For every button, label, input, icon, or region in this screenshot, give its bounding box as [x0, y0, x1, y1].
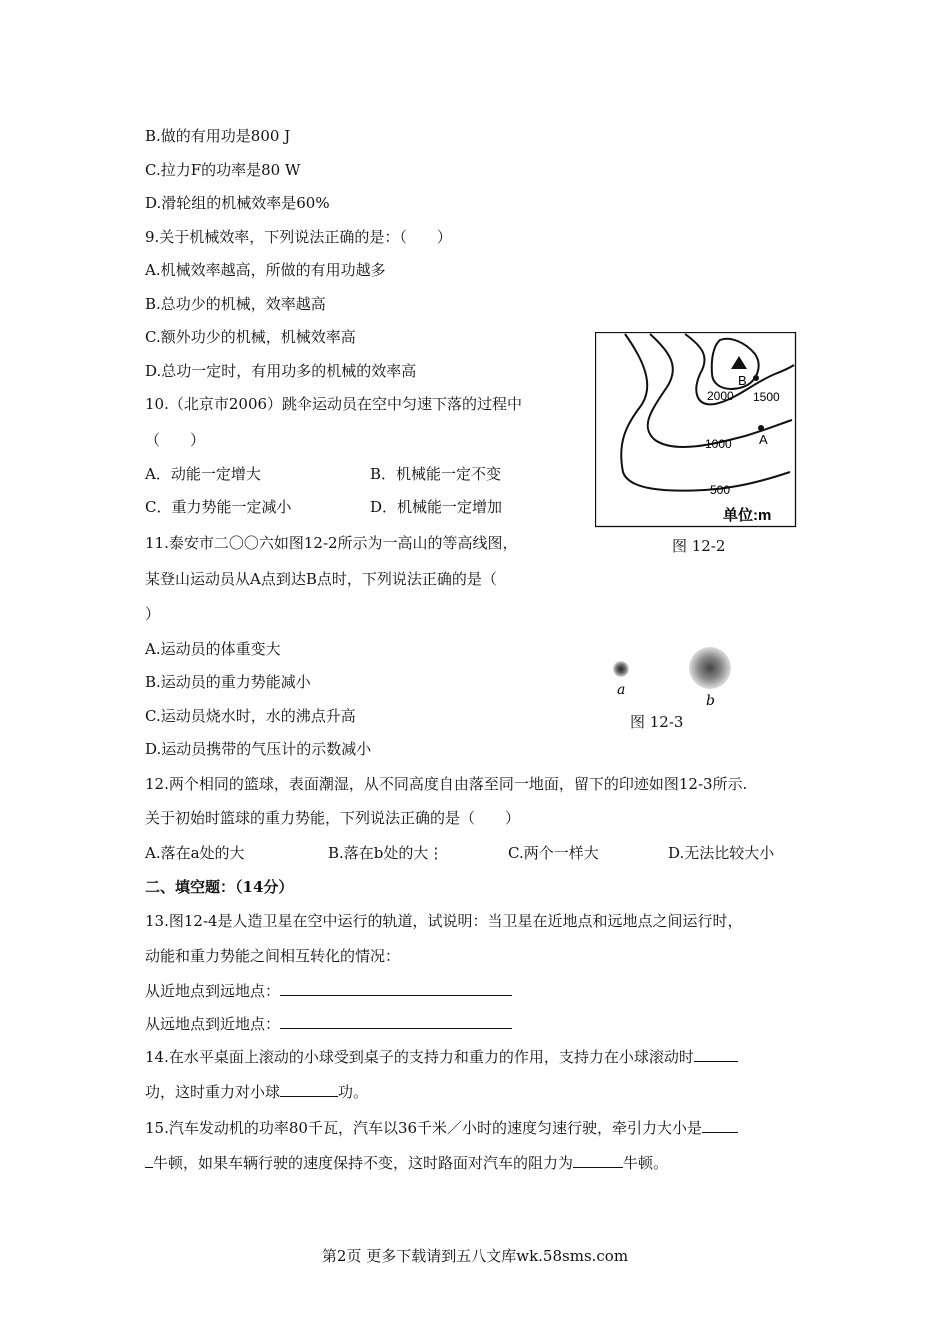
- q15-blank-1b[interactable]: [145, 1152, 153, 1168]
- imprint-b-label: b: [706, 693, 715, 709]
- label-1500: 1500: [753, 390, 780, 404]
- q14-blank-1[interactable]: [694, 1046, 738, 1062]
- unit-label: 单位:m: [723, 507, 772, 524]
- q10-option-a: A．动能一定增大: [145, 465, 261, 483]
- q11-stem-line2: 某登山运动员从A点到达B点时，下列说法正确的是（: [145, 570, 497, 588]
- q8-option-c: C.拉力F的功率是80 W: [145, 161, 301, 179]
- point-b-dot: [753, 375, 759, 381]
- q10-stem-line2: （ ）: [145, 431, 206, 449]
- q9-option-c: C.额外功少的机械，机械效率高: [145, 328, 356, 346]
- q10-option-b: B．机械能一定不变: [370, 465, 502, 483]
- imprint-b: [689, 647, 731, 689]
- q15-row-1: [145, 1117, 738, 1138]
- q14-blank-2[interactable]: [280, 1081, 338, 1097]
- q11-stem-line1: 11.泰安市二〇〇六如图12-2所示为一高山的等高线图，: [145, 534, 518, 552]
- q9-stem: 9.关于机械效率，下列说法正确的是：（ ）: [145, 228, 452, 246]
- q11-option-a: A.运动员的体重变大: [145, 640, 281, 658]
- q14-row-1: [145, 1046, 738, 1067]
- q8-option-b: B.做的有用功是800 J: [145, 127, 291, 145]
- q12-option-d: D.无法比较大小: [668, 844, 775, 862]
- q13-answer-blank-2[interactable]: [280, 1013, 512, 1029]
- point-a-dot: [758, 425, 764, 431]
- figure-12-2-caption: 图 12-2: [672, 537, 726, 555]
- q9-option-d: D.总功一定时，有用功多的机械的效率高: [145, 362, 417, 380]
- q12-option-a: A.落在a处的大: [145, 844, 245, 862]
- q14-stem-line2b: 功。: [338, 1083, 369, 1101]
- q13-answer-row-1: [145, 980, 512, 1001]
- q15-stem-line1: 15.汽车发动机的功率80千瓦，汽车以36千米／小时的速度匀速行驶，牵引力大小是: [145, 1119, 703, 1137]
- label-point-a: A: [759, 432, 768, 447]
- figure-12-3-caption: 图 12-3: [630, 713, 684, 731]
- section-2-title: 二、填空题：（14分）: [145, 878, 294, 896]
- q14-row-2: [145, 1081, 368, 1102]
- q9-option-a: A.机械效率越高，所做的有用功越多: [145, 261, 386, 279]
- q15-stem-line2b: 牛顿。: [623, 1154, 669, 1172]
- q13-answer-label-2: 从远地点到近地点：: [145, 1015, 281, 1033]
- q12-option-c: C.两个一样大: [508, 844, 599, 862]
- q15-blank-1a[interactable]: [702, 1117, 738, 1133]
- q13-stem-line1: 13.图12-4是人造卫星在空中运行的轨道，试说明：当卫星在近地点和远地点之间运行时，: [145, 912, 743, 930]
- q10-option-d: D．机械能一定增加: [370, 498, 503, 516]
- label-point-b: B: [738, 373, 747, 388]
- q14-stem-line1: 14.在水平桌面上滚动的小球受到桌子的支持力和重力的作用，支持力在小球滚动时: [145, 1048, 694, 1066]
- q11-option-d: D.运动员携带的气压计的示数减小: [145, 740, 372, 758]
- q13-stem-line2: 动能和重力势能之间相互转化的情况：: [145, 947, 401, 965]
- q13-answer-row-2: [145, 1013, 512, 1034]
- q15-row-2: [145, 1152, 668, 1173]
- q9-option-b: B.总功少的机械，效率越高: [145, 295, 326, 313]
- ball-imprint-figure: [600, 642, 750, 712]
- label-2000: 2000: [707, 389, 734, 403]
- label-500: 500: [710, 483, 731, 497]
- q8-option-d: D.滑轮组的机械效率是60%: [145, 194, 330, 212]
- label-1000: 1000: [705, 437, 732, 451]
- q11-option-b: B.运动员的重力势能减小: [145, 673, 311, 691]
- imprint-a-label: a: [617, 682, 626, 698]
- q12-stem-line1: 12.两个相同的篮球，表面潮湿，从不同高度自由落至同一地面，留下的印迹如图12-3所示.: [145, 775, 748, 793]
- q13-answer-label-1: 从近地点到远地点：: [145, 982, 281, 1000]
- q12-stem-line2: 关于初始时篮球的重力势能，下列说法正确的是（ ）: [145, 809, 521, 827]
- q11-stem-line3: ）: [145, 605, 161, 623]
- q10-stem-line1: 10.（北京市2006）跳伞运动员在空中匀速下落的过程中: [145, 395, 523, 413]
- q15-stem-line2a: 牛顿，如果车辆行驶的速度保持不变，这时路面对汽车的阻力为: [153, 1154, 574, 1172]
- q10-option-c: C．重力势能一定减小: [145, 498, 292, 516]
- q11-option-c: C.运动员烧水时，水的沸点升高: [145, 707, 356, 725]
- contour-map-figure: [595, 332, 797, 528]
- page-footer: 第2页 更多下载请到五八文库wk.58sms.com: [321, 1247, 629, 1265]
- q13-answer-blank-1[interactable]: [280, 980, 512, 996]
- q15-blank-2[interactable]: [573, 1152, 623, 1168]
- q12-option-b: B.落在b处的大⋮: [328, 844, 444, 862]
- q14-stem-line2a: 功，这时重力对小球: [145, 1083, 281, 1101]
- imprint-a: [613, 661, 629, 677]
